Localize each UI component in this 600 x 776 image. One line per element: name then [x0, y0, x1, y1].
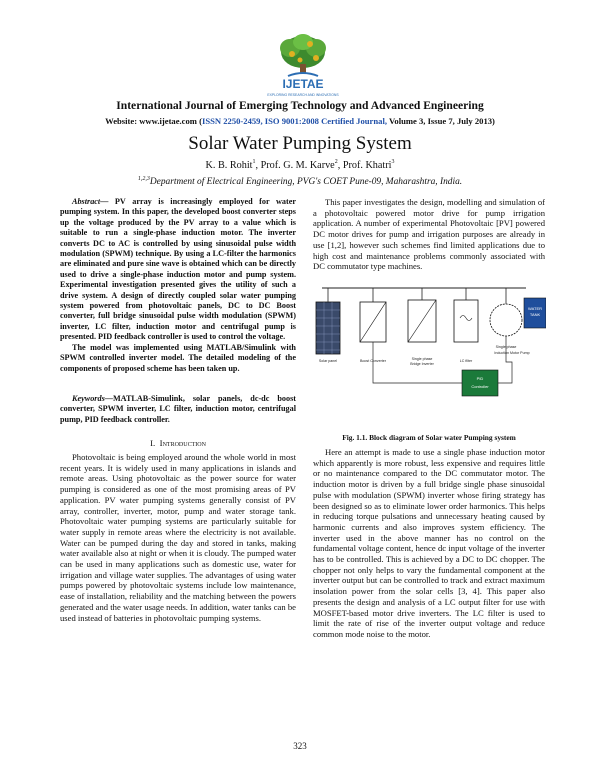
label-motor-2: Induction Motor Pump — [494, 351, 530, 355]
logo-tree-icon — [280, 34, 326, 76]
right-column-top — [313, 197, 545, 272]
paper-title: Solar Water Pumping System — [188, 133, 412, 154]
affiliation-sup: 1,2,3 — [137, 176, 150, 182]
block-diagram — [312, 262, 546, 412]
journal-issn: ISSN 2250-2459, ISO 9001:2008 Certified Journal, — [201, 116, 387, 126]
abstract-label: Abstract— — [72, 197, 109, 206]
label-boost-converter: Boost Converter — [360, 359, 386, 363]
author-1: K. B. Rohit — [205, 160, 253, 171]
author-3-sup: 3 — [391, 159, 395, 165]
svg-text:TANK: TANK — [529, 312, 541, 317]
label-inverter-2: Bridge Inverter — [410, 362, 434, 366]
motor-pump-block — [490, 288, 522, 336]
abstract-p1: PV array is increasingly employed for water pumping system. In this paper, the developed boost converter steps up the voltage produced by the PV array to a value which is suitable to run a single-phase induction motor. The inverter converts DC to AC is controlled by using sinusoidal pulse width modulation (SPWM) technique. By using a LC-filter the harmonics are eliminated and pure sine wave is obtained which can be directly used to drive a single-phase induction motor and pump system. Experimental investigation presented gives the utility of such a drive system. A design of directly coupled solar water pumping system powered from photovoltaic panels, DC to DC Boost converter, full bridge sinusoidal pulse width modulation (SPWM) inverter, LC filter, induction motor and centrifugal pump is presented. PID feedback controller is used to control the voltage. — [60, 197, 296, 342]
logo-wordmark: IJETAE — [282, 77, 324, 91]
journal-volume: Volume 3, Issue 7, July 2013) — [386, 116, 495, 126]
keywords-text: MATLAB-Simulink, solar panels, dc-dc boost converter, SPWM inverter, LC filter, induction motor, centrifugal pump, PID feedback controller. — [60, 394, 296, 424]
intro-p1: Photovoltaic is being employed around the whole world in most recent years. It is widely used in many applications in islands and remote areas. Using photovoltaic as the power source for water pumping is considered as one of the most promising areas of PV application. PV water pumping systems generally consist of PV array, controller, inverter, motor, pump and water storage tank. Photovoltaic water pumping systems are particularly suitable for water supply in remote areas where the electricity is not available. Water can be pumped during the day and stored in tanks, making water available also at night or when it is cloudy. The pumped water can be used in many applications such as domestic use, water for irrigation and village water supplies. The advantages of using water pumps powered by photovoltaic systems include low maintenance, ease of installation, reliability and the matching between the powers generated and the water usage needs. In addition, water tanks can be used instead of batteries in photovoltaic pumping systems. — [60, 452, 296, 623]
author-2-sup: 2 — [334, 159, 338, 165]
author-2: , Prof. G. M. Karve — [255, 160, 335, 171]
abstract-p2: The model was implemented using MATLAB/Simulink with SPWM controlled inverter model. The detailed modeling of the components of proposed scheme has been taken up. — [60, 342, 296, 373]
right-p2: Here an attempt is made to use a single phase induction motor which apparently is more robust, less expensive and requires little or no maintenance compared to the DC commutator motor. The induction motor is driven by a full bridge single phase sinusoidal pulse with modulation (SPWM) inverter whose firing strategy has been designed so as to eliminate lower order harmonics. This helps in reducing torque pulsations and unnecessary heating caused by harmonic currents and also improves system efficiency. The inverter used in the above manner has no control on the fundamental voltage content, hence dc input voltage of the inverter has to be controlled. This is achieved by a DC to DC chopper. The chopper not only helps to vary the fundamental component at the inverter output but can be controlled to track and extract maximum insolation power from the solar cells [3, 4]. This paper also presents the design and analysis of a LC output filter for use with MOSFET-based motor drive inverters. The LC filter is used to limit the rate of rise of the inverter output voltage and reduce common mode noise to the motor. — [313, 447, 545, 639]
label-solar-panel: Solar panel — [318, 359, 338, 363]
pid-controller-block — [462, 370, 498, 396]
section-heading-intro — [60, 438, 296, 448]
journal-name: International Journal of Emerging Technology and Advanced Engineering — [116, 99, 484, 112]
figure-caption: Fig. 1.1. Block diagram of Solar water Pumping system — [342, 433, 516, 442]
author-1-sup: 1 — [252, 159, 256, 165]
label-lc-filter: LC filter — [459, 359, 473, 363]
right-p1: This paper investigates the design, modelling and simulation of a photovoltaic powered motor drive for pump irrigation application. A number of experimental Photovoltaic [PV] powered DC motor drives for pump and irrigation purposes are already in use [1,2], however such schemes find limited applications due to high cost and maintenance problems commonly associated with DC commutator type machines. — [313, 197, 545, 272]
section-title: Introduction — [159, 438, 206, 448]
boost-converter-block — [360, 288, 386, 342]
label-inverter-1: Single phase — [411, 357, 433, 361]
intro-body — [60, 452, 296, 623]
label-motor-1: Single phase — [495, 345, 517, 349]
journal-website[interactable]: Website: www.ijetae.com ( — [105, 116, 202, 126]
author-3: , Prof. Khatri — [337, 160, 392, 171]
lc-filter-block — [454, 288, 478, 342]
svg-text:Controller: Controller — [471, 384, 489, 389]
page-number: 323 — [293, 741, 307, 751]
right-column-bottom — [313, 447, 545, 640]
journal-meta — [0, 116, 600, 126]
affiliation-text: Department of Electrical Engineering, PVG's COET Pune-09, Maharashtra, India. — [149, 177, 463, 187]
logo-tagline: EXPLORING RESEARCH AND INNOVATIONS — [267, 93, 339, 97]
journal-logo — [258, 30, 348, 100]
solar-panel-block — [316, 288, 340, 354]
authors — [0, 160, 600, 171]
keywords-label: Keywords— — [72, 394, 113, 403]
inverter-block — [408, 288, 436, 342]
keywords — [60, 394, 296, 425]
abstract — [60, 197, 296, 374]
affiliation — [0, 177, 600, 187]
section-number: I. — [150, 438, 156, 448]
water-tank-block — [524, 298, 546, 328]
svg-text:PID: PID — [476, 376, 484, 381]
svg-text:WATER: WATER — [528, 306, 542, 311]
